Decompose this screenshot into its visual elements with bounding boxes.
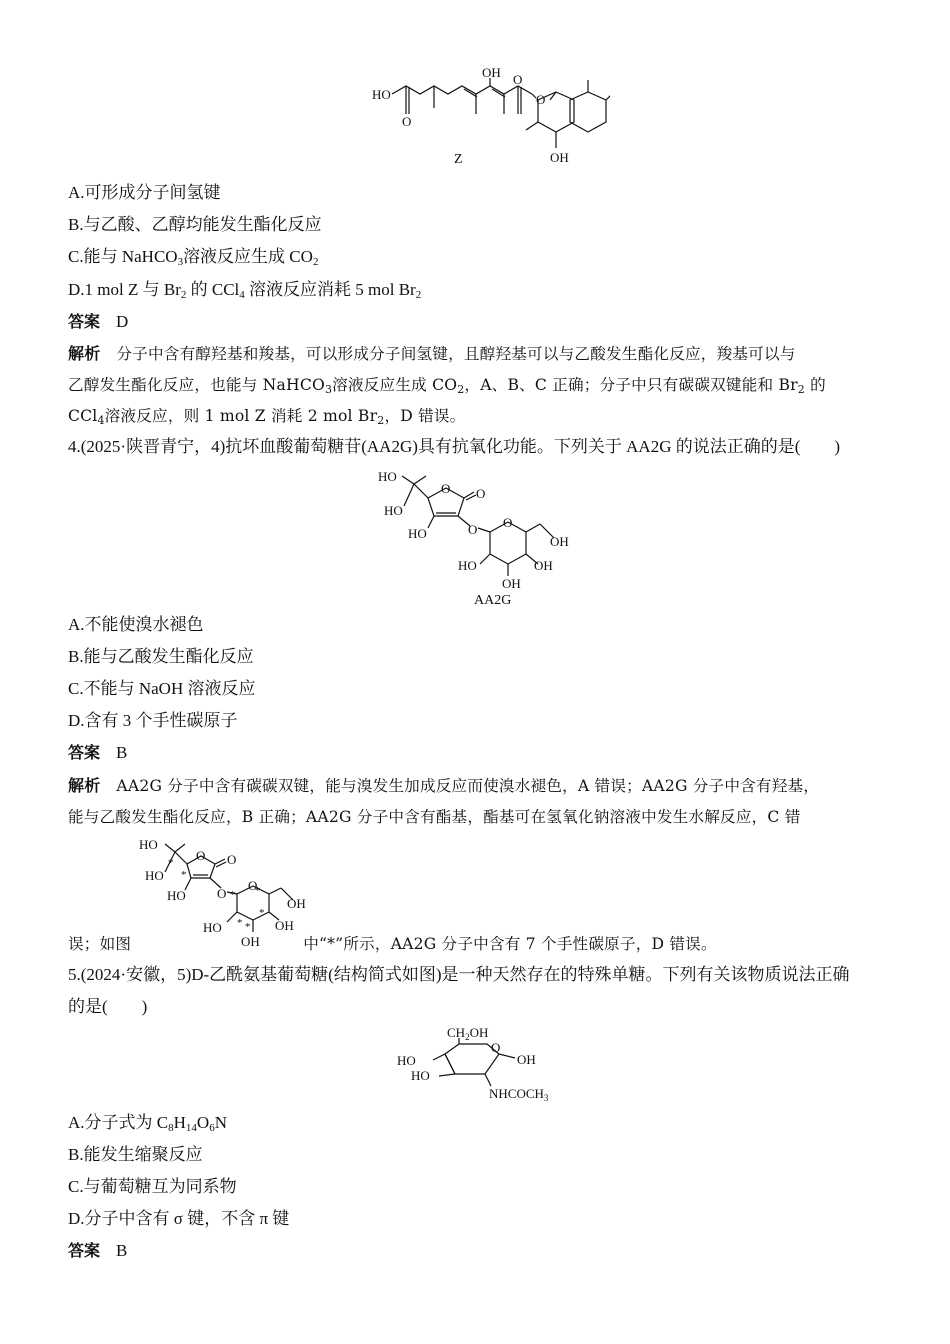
chiral-atom-o-carbonyl: O [227, 852, 237, 867]
glcnac-atom-nhcoch3: $NHCOCH_3$ [489, 1086, 549, 1103]
q3-option-d: D.1 mol Z 与 $Br_2$ 的 CCl$_4$ 溶液反应消耗 5 mol $Br_2$ [68, 280, 422, 301]
q4-option-c: C.不能与 NaOH 溶液反应 [68, 679, 256, 698]
glcnac-atom-ch2oh: $CH_2OH$ [447, 1025, 489, 1042]
aa2g-atom-o-sugar: O [503, 515, 513, 530]
aa2g-atom-oh-ch2: OH [550, 534, 569, 549]
aa2g-atom-o-link: O [468, 522, 478, 537]
aa2g-atom-ho-top: HO [378, 469, 397, 484]
chiral-atom-oh-sugar1: OH [241, 934, 260, 949]
chiral-atom-ho-mid: HO [145, 868, 164, 883]
q4-option-b: B.能与乙酸发生酯化反应 [68, 647, 254, 666]
aa2g-caption: AA2G [474, 593, 512, 608]
q5-option-c: C.与葡萄糖互为同系物 [68, 1177, 237, 1196]
q5-option-d: D.分子中含有 σ 键，不含 π 键 [68, 1209, 290, 1228]
z-atom-o-acid: O [402, 114, 412, 129]
chiral-atom-ho-top: HO [139, 837, 158, 852]
answer-label: 答案 [68, 1241, 101, 1260]
aa2g-atom-o-carbonyl: O [476, 486, 486, 501]
q5-stem-line2: 的是( ) [68, 997, 148, 1016]
chiral-star: * [181, 869, 187, 881]
answer-label: 答案 [68, 312, 101, 331]
aa2g-atom-oh-sugar2: OH [534, 558, 553, 573]
structure-z-figure [360, 64, 610, 174]
chiral-atom-o-link: O [217, 886, 227, 901]
chiral-star: * [245, 921, 251, 933]
glcnac-atom-ho-left1: HO [397, 1053, 416, 1068]
aa2g-atom-o-ring: O [441, 481, 451, 496]
chiral-atom-oh-sugar2: OH [275, 918, 294, 933]
aa2g-atom-oh-sugar1: OH [502, 576, 521, 591]
z-caption: Z [454, 152, 463, 167]
glcnac-atom-oh-right: OH [517, 1052, 536, 1067]
chiral-atom-oh-ch2: OH [287, 896, 306, 911]
z-atom-oh-bottom: OH [550, 150, 569, 165]
q3-explanation-line3: CCl$_4$溶液反应，则 1 mol Z 消耗 2 mol $Br_2$，D 错误。 [68, 407, 466, 427]
answer-label: 答案 [68, 743, 101, 762]
explanation-label: 解析 [68, 776, 101, 795]
q4-stem: 4.(2025·陕晋青宁，4)抗坏血酸葡萄糖苷(AA2G)具有抗氧化功能。下列关于 AA2G 的说法正确的是( ) [68, 437, 841, 456]
explanation-label: 解析 [68, 344, 101, 363]
structure-aa2g-figure [370, 462, 580, 612]
q5-stem-line1: 5.(2024·安徽，5)D-乙酰氨基葡萄糖(结构简式如图)是一种天然存在的特殊单糖。下列有关该物质说法正确 [68, 965, 850, 984]
q4-answer: 答案 B [68, 743, 128, 762]
q4-option-a: A.不能使溴水褪色 [68, 615, 204, 634]
structure-glcnac-figure [395, 1024, 565, 1106]
q4-explanation-line2: 能与乙酸发生酯化反应，B 正确；AA2G 分子中含有酯基，酯基可在氢氧化钠溶液中发生水解反应，C 错 [68, 808, 801, 826]
chiral-star: * [168, 857, 174, 869]
aa2g-atom-ho-sugar: HO [458, 558, 477, 573]
q5-option-b: B.能发生缩聚反应 [68, 1145, 203, 1164]
chiral-star: * [255, 885, 261, 897]
chiral-star: * [237, 917, 243, 929]
q3-option-b: B.与乙酸、乙醇均能发生酯化反应 [68, 215, 322, 234]
chiral-star: * [230, 889, 236, 901]
aa2g-atom-ho-enol: HO [408, 526, 427, 541]
q4-option-d: D.含有 3 个手性碳原子 [68, 711, 238, 730]
chiral-atom-o-ring: O [196, 848, 206, 863]
q3-option-a: A.可形成分子间氢键 [68, 183, 221, 202]
chiral-star: * [259, 907, 265, 919]
q3-option-c: C.能与 NaHCO$_3$溶液反应生成 $CO_2$ [68, 247, 319, 268]
chiral-atom-ho-enol: HO [167, 888, 186, 903]
z-atom-oh-top: OH [482, 65, 501, 80]
chiral-atom-o-sugar: O [248, 878, 258, 893]
chiral-atom-ho-sugar: HO [203, 920, 222, 935]
glcnac-atom-o-ring: O [491, 1040, 501, 1055]
q5-option-a: A.分子式为 $C_8H_{14}O_6N$ [68, 1113, 227, 1134]
q3-explanation-line2: 乙醇发生酯化反应，也能与 NaHCO$_3$溶液反应生成 $CO_2$，A、B、C 正确；分子中只有碳碳双键能和 $Br_2$ 的 [68, 376, 826, 396]
q3-explanation-line1: 解析 分子中含有醇羟基和羧基，可以形成分子间氢键，且醇羟基可以与乙酸发生酯化反应，羧基可以与 [68, 344, 796, 363]
glcnac-atom-ho-left2: HO [411, 1068, 430, 1083]
q4-explanation-line3: 误；如图 中“*”所示，AA2G 分子中含有 7 个手性碳原子，D 错误。 [68, 935, 717, 953]
z-atom-ho-acid: HO [372, 87, 391, 102]
q5-answer: 答案 B [68, 1241, 128, 1260]
z-atom-o-ester1: O [513, 72, 523, 87]
q3-answer: 答案 D [68, 312, 129, 331]
z-atom-o-ester2: O [536, 92, 546, 107]
aa2g-atom-ho-mid: HO [384, 503, 403, 518]
q4-explanation-line1: 解析 AA2G 分子中含有碳碳双键，能与溴发生加成反应而使溴水褪色，A 错误；AA2G 分子中含有羟基， [68, 776, 820, 795]
